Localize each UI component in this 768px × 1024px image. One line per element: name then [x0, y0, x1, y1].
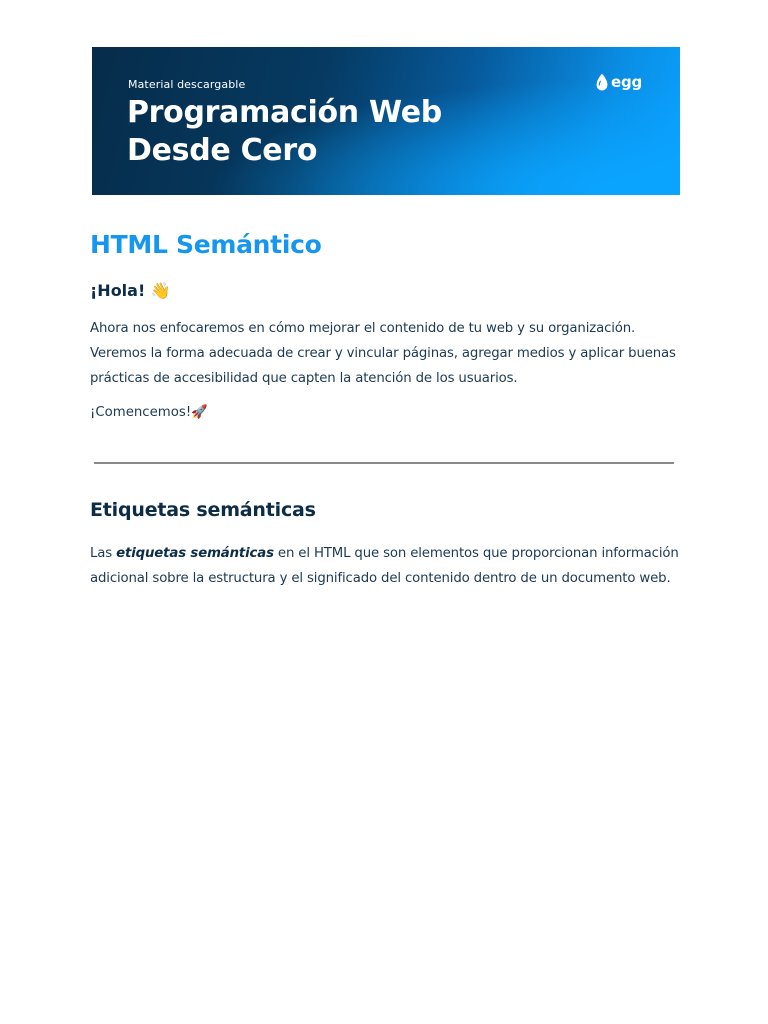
section-paragraph: [90, 541, 680, 591]
section-text-before: Las: [90, 546, 117, 561]
intro-section: [90, 228, 680, 423]
semantic-tags-section: [90, 496, 680, 591]
page-title: HTML Semántico: [90, 230, 322, 259]
greeting-text: ¡Hola!: [90, 281, 146, 300]
section-title: Etiquetas semánticas: [90, 499, 316, 521]
greeting-heading: [90, 280, 680, 302]
cta-text: ¡Comencemos!: [90, 405, 192, 420]
banner-subtitle: Material descargable: [128, 78, 246, 91]
header-banner: [92, 47, 680, 195]
brand-name: egg: [611, 73, 643, 91]
rocket-icon: 🚀: [191, 405, 208, 420]
section-text-emphasis: etiquetas semánticas: [116, 546, 274, 561]
section-text-after: en el HTML que son elementos que proporcionan información adicional sobre la estructura y el significado del contenido dentro de un documento web.: [90, 546, 679, 586]
egg-icon: [596, 73, 608, 91]
brand-logo: [596, 73, 642, 91]
cta-line: [90, 403, 680, 423]
waving-hand-icon: 👋: [150, 281, 171, 300]
banner-title: Programación Web Desde Cero: [127, 95, 442, 168]
intro-paragraph: Ahora nos enfocaremos en cómo mejorar el contenido de tu web y su organización. Veremos la forma adecuada de crear y vincular páginas, agregar medios y aplicar buenas prácticas de accesibilidad que capten la atención de los usuarios.: [90, 321, 676, 386]
section-divider: [94, 462, 674, 464]
